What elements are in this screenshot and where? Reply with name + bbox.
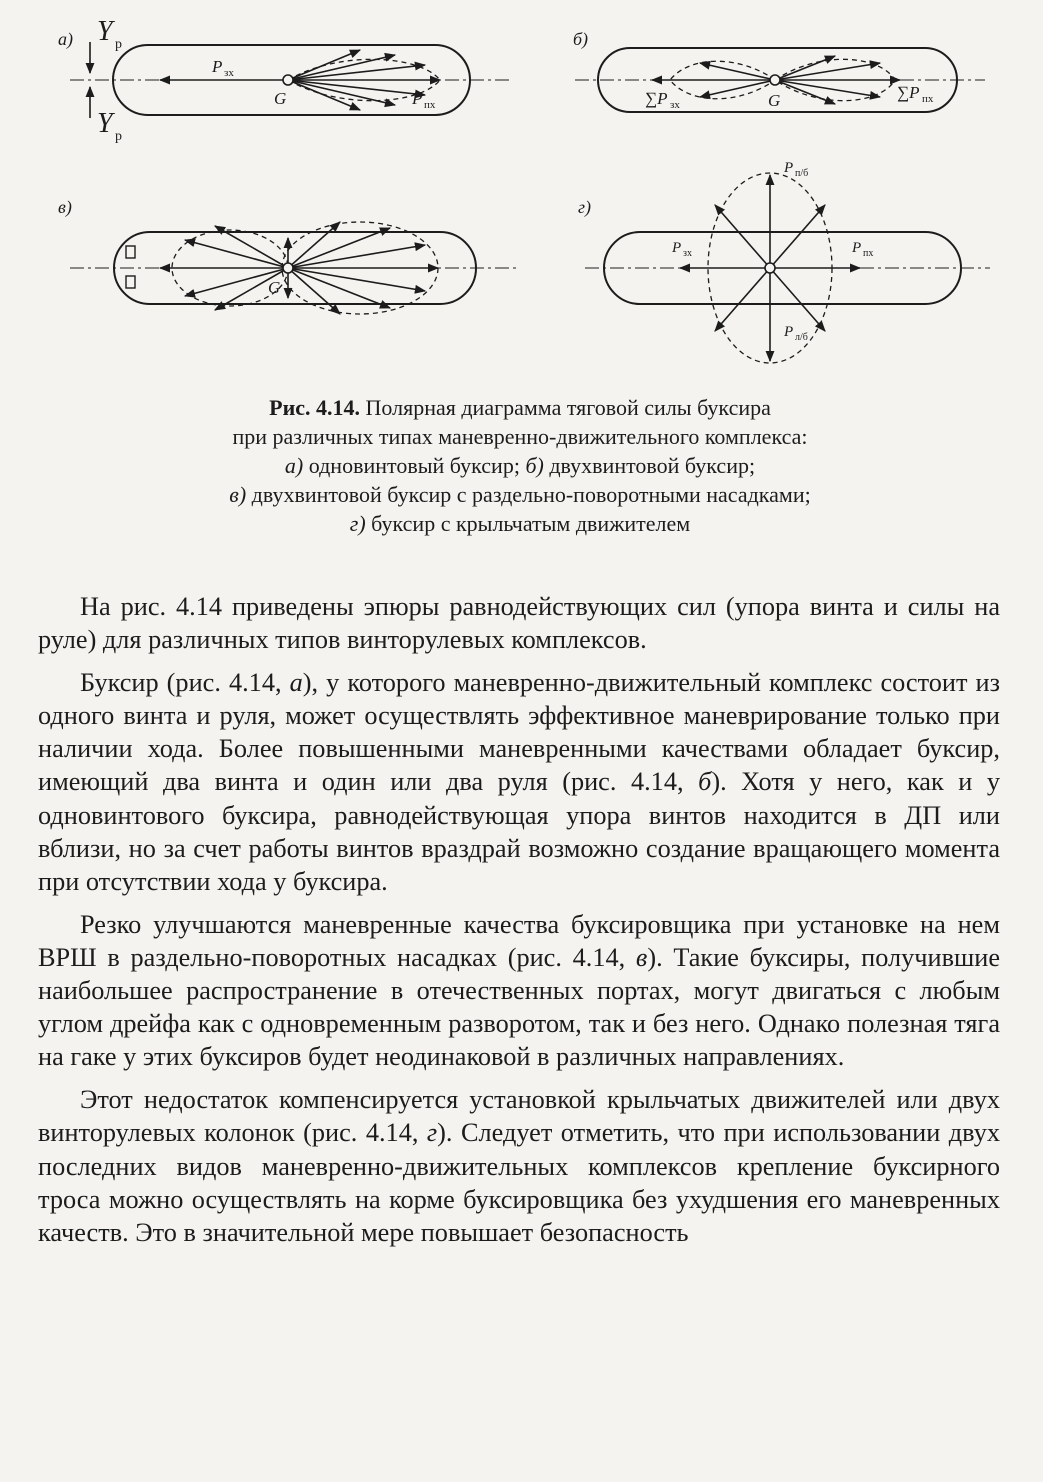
paragraph-4 <box>38 1083 1000 1248</box>
caption-line-4 <box>60 480 980 509</box>
g-label: G <box>274 89 287 108</box>
paragraph-3 <box>38 908 1000 1073</box>
panel-a-letter: а) <box>58 29 73 49</box>
thrust-arrow <box>700 80 775 97</box>
panel-b <box>573 29 985 112</box>
sum-p-px-label: ∑P <box>897 83 920 102</box>
thrust-arrow <box>288 80 395 105</box>
g-label: G <box>268 278 281 297</box>
figure-ref-letter: в <box>635 942 648 972</box>
sum-p-zx-label: ∑P <box>645 89 668 108</box>
thrust-arrow <box>775 80 835 104</box>
yp-bottom-sub: р <box>115 129 122 144</box>
paragraph-2 <box>38 666 1000 898</box>
caption-item-letter: б) <box>525 453 544 478</box>
text-run: Резко улучшаются маневренные качества буксировщика при установке на нем ВРШ в раздельно-поворотных насадках (рис. 4.14, <box>38 909 1000 972</box>
text-run: Этот недостаток компенсируется установкой крыльчатых движителей или двух винторулевых колонок (рис. 4.14, <box>38 1085 1000 1148</box>
caption-item-letter: г) <box>349 511 366 536</box>
panel-b-letter: б) <box>573 29 589 49</box>
panel-v-letter: в) <box>58 197 72 217</box>
caption-item-text: двухвинтовой буксир с раздельно-поворотными насадками; <box>246 482 811 507</box>
thrust-arrow <box>288 268 425 291</box>
thrust-arrow <box>288 245 425 268</box>
caption-line-3 <box>60 451 980 480</box>
p-zx-label: P <box>672 240 682 256</box>
p-zx-sub: зх <box>224 67 234 79</box>
sum-p-zx-sub: зх <box>670 99 680 111</box>
figure-ref-letter: б <box>698 767 712 797</box>
thrust-arrow <box>700 63 775 80</box>
caption-line-2: при различных типах маневренно-движительного комплекса: <box>232 424 808 449</box>
caption-title: Рис. 4.14. <box>269 395 361 420</box>
thrust-arrow <box>288 228 390 268</box>
paragraph-1: На рис. 4.14 приведены эпюры равнодействующих сил (упора винта и силы на руле) для различных типов винторулевых комплексов. <box>38 592 1000 655</box>
body-text <box>38 590 1000 1259</box>
sum-p-px-sub: пх <box>922 93 934 105</box>
p-zx-label: P <box>212 57 223 76</box>
thrust-arrow <box>185 240 288 268</box>
caption-item-text: буксир с крыльчатым движителем <box>365 511 691 536</box>
nozzle-starboard <box>126 276 135 288</box>
caption-line-1 <box>60 393 980 422</box>
thrust-arrow <box>775 80 880 97</box>
p-pb-sub: п/б <box>795 168 809 179</box>
text-run: ). Следует отметить, что при использовании двух последних видов маневренно-движительных комплексов крепление буксирного троса можно осуществлять на корме буксировщика без ухудшения его маневренных качеств. Это в значительной мере повышает безопасность <box>38 1118 1000 1247</box>
caption-line-5 <box>60 509 980 538</box>
thrust-arrow <box>288 65 425 80</box>
caption-item-text: двухвинтовой буксир; <box>543 453 756 478</box>
panel-g-letter: г) <box>578 197 592 217</box>
arrow-diagonal <box>715 205 770 268</box>
thrust-arrow <box>288 268 390 308</box>
p-lb-sub: л/б <box>795 332 808 343</box>
yp-bottom-label: Y <box>97 108 113 139</box>
arrow-diagonal <box>715 268 770 331</box>
figure-caption <box>60 393 980 538</box>
p-pb-label: P <box>784 160 794 176</box>
thrust-arrow <box>775 56 835 80</box>
figure-ref-letter: г <box>426 1118 438 1148</box>
text-run: ). Хотя у него, как и у одновинтового буксира, равнодействующая упора винтов находится в ДП или вблизи, но за счет работы винтов враздрай возможно создание вращающего момента при отсутствии хода у буксира. <box>38 767 1000 896</box>
thrust-arrow <box>288 55 395 80</box>
thrust-arrow <box>775 63 880 80</box>
p-zx-sub: зх <box>683 248 692 259</box>
center-of-gravity <box>283 263 293 273</box>
p-px-label: P <box>852 240 862 256</box>
center-of-gravity <box>765 263 775 273</box>
p-lb-label: P <box>784 324 794 340</box>
caption-item-letter: а) <box>284 453 304 478</box>
caption-item-letter: в) <box>229 482 247 507</box>
panel-v <box>58 197 520 314</box>
arrow-diagonal <box>770 205 825 268</box>
p-px-sub: пх <box>863 248 874 259</box>
yp-top-sub: р <box>115 37 122 52</box>
text-run: ), у которого маневренно-движительный комплекс состоит из одного винта и руля, может осуществлять эффективное маневрирование только при наличии хода. Более повышенными маневренными качествами обладает буксир, имеющий два винта и один или два руля (рис. 4.14, <box>38 668 1000 797</box>
center-of-gravity <box>770 75 780 85</box>
text-run: ). Такие буксиры, получившие наибольшее распространение в отечественных портах, могут двигаться с любым углом дрейфа как с одновременным разворотом, так и без него. Однако полезная тяга на гаке у этих буксиров будет неодинаковой в различных направлениях. <box>38 942 1000 1072</box>
p-px-label: P <box>412 89 423 108</box>
panel-g <box>578 160 990 363</box>
center-of-gravity <box>283 75 293 85</box>
thrust-arrow <box>288 80 425 95</box>
polar-diagram-figure <box>0 0 1043 395</box>
nozzle-port <box>126 246 135 258</box>
p-px-sub: пх <box>424 99 436 111</box>
arrow-diagonal <box>770 268 825 331</box>
text-run: Буксир (рис. 4.14, <box>80 668 290 698</box>
caption-title-rest: Полярная диаграмма тяговой силы буксира <box>360 395 771 420</box>
caption-item-text: одновинтовый буксир; <box>303 453 526 478</box>
panel-a <box>58 16 510 144</box>
figure-ref-letter: а <box>289 668 303 698</box>
yp-top-label: Y <box>97 16 113 47</box>
g-label: G <box>768 91 781 110</box>
